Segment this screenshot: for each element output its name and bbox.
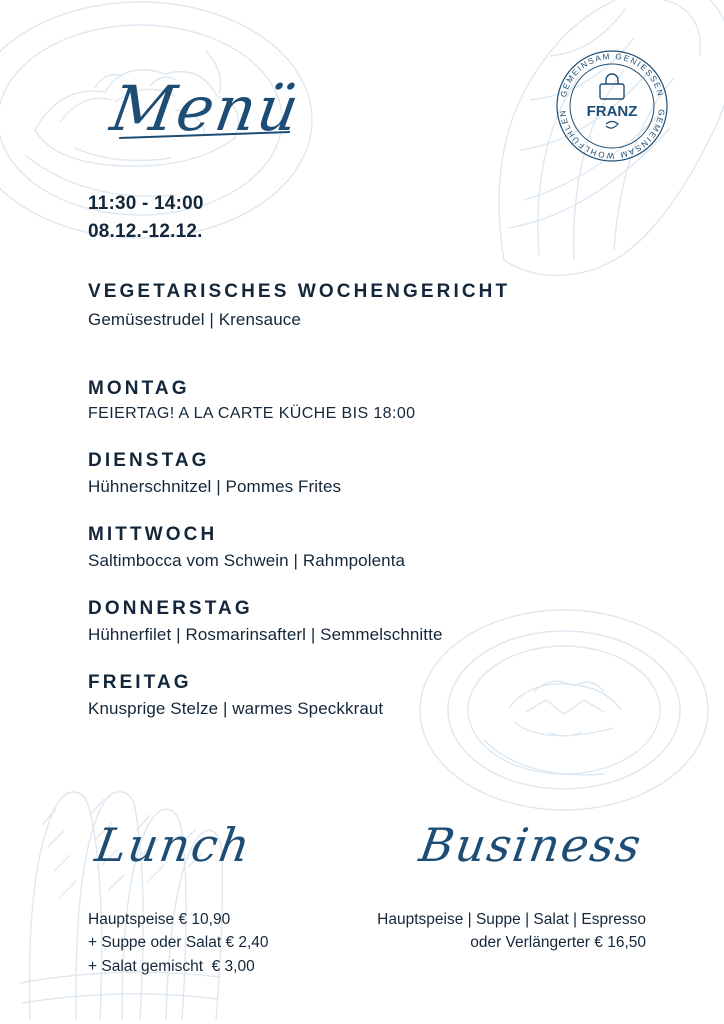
weekday-dish: Saltimbocca vom Schwein | Rahmpolenta [88, 551, 406, 571]
lunch-price-line: + Suppe oder Salat € 2,40 [88, 934, 269, 952]
weekday-name: FREITAG [88, 672, 192, 694]
business-price-list [356, 908, 646, 955]
page-title-text: Menü [105, 72, 306, 145]
franz-logo-stamp [548, 42, 676, 170]
service-time: 11:30 - 14:00 [88, 193, 204, 214]
lunch-price-line: Hauptspeise € 10,90 [88, 911, 231, 928]
weekday-entry [88, 598, 648, 645]
business-offer [356, 818, 647, 955]
business-title: Business [415, 818, 647, 872]
weekly-special-dish: Gemüsestrudel | Krensauce [88, 310, 301, 330]
svg-text:FRANZ: FRANZ [586, 103, 638, 120]
weekday-dish: Hühnerschnitzel | Pommes Frites [88, 477, 342, 497]
lunch-price-list [88, 908, 358, 978]
weekday-name: DIENSTAG [88, 450, 210, 472]
weekday-name: MITTWOCH [88, 524, 218, 546]
weekday-entry [88, 524, 648, 571]
business-price-line: oder Verlängerter € 16,50 [470, 934, 646, 952]
weekday-name: MONTAG [88, 378, 190, 400]
lunch-offer [88, 818, 358, 978]
page-title [105, 72, 306, 145]
weekday-entry [88, 672, 648, 719]
weekday-dish: FEIERTAG! A LA CARTE KÜCHE BIS 18:00 [88, 405, 416, 423]
weekday-dish: Hühnerfilet | Rosmarinsafterl | Semmelschnitte [88, 625, 443, 645]
weekday-list [88, 378, 648, 719]
offers-section [0, 818, 724, 1022]
lunch-title: Lunch [91, 818, 256, 872]
weekday-entry [88, 378, 648, 423]
weekday-entry [88, 450, 648, 497]
service-date-range: 08.12.-12.12. [88, 220, 203, 242]
weekly-special-title: VEGETARISCHES WOCHENGERICHT [88, 281, 511, 303]
business-price-line: Hauptspeise | Suppe | Salat | Espresso [377, 911, 646, 928]
weekday-name: DONNERSTAG [88, 598, 253, 620]
svg-text:GEMEINSAM GENIESSEN: GEMEINSAM GENIESSEN [558, 51, 666, 99]
menu-content [88, 190, 648, 746]
svg-text:GEMEINSAM WOHLFÜHLEN: GEMEINSAM WOHLFÜHLEN [558, 108, 667, 161]
weekday-dish: Knusprige Stelze | warmes Speckkraut [88, 699, 384, 719]
lunch-price-line: + Salat gemischt € 3,00 [88, 957, 255, 975]
